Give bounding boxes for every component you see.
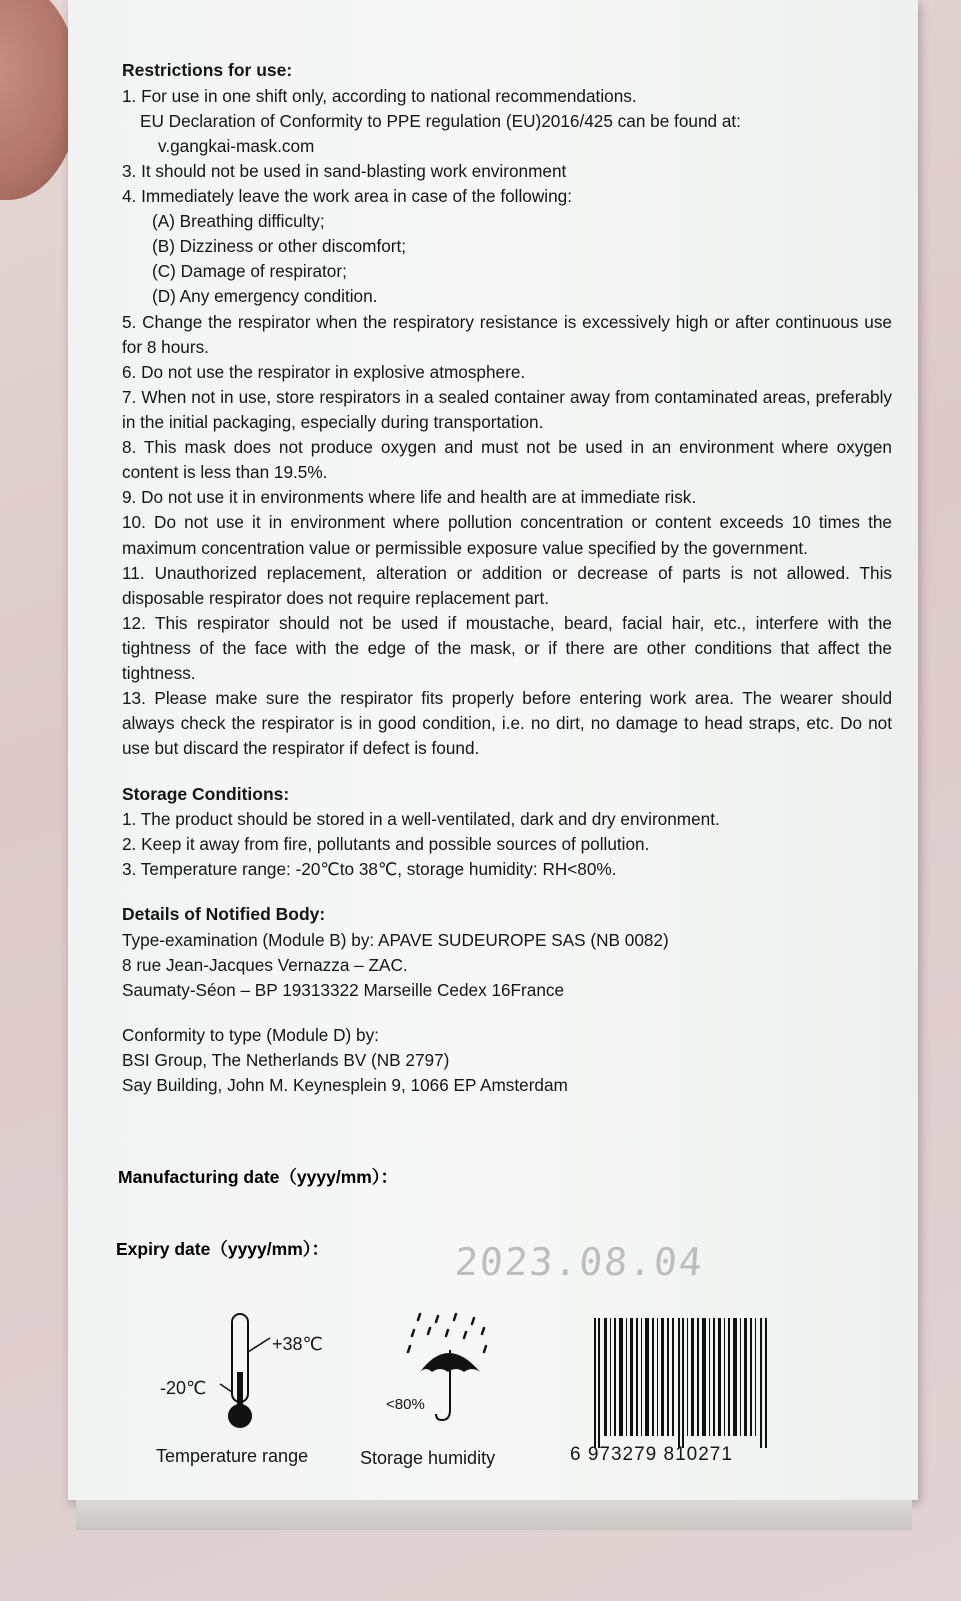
- temp-low-label: -20℃: [160, 1378, 207, 1398]
- instructions-text: [122, 58, 892, 1099]
- storage-item: 3. Temperature range: -20℃to 38℃, storage humidity: RH<80%.: [122, 859, 617, 880]
- restriction-subitem: (D) Any emergency condition.: [152, 286, 378, 307]
- module-d-line: Conformity to type (Module D) by:: [122, 1025, 379, 1046]
- restriction-subitem: (A) Breathing difficulty;: [152, 211, 325, 232]
- restriction-item: 9. Do not use it in environments where life and health are at immediate risk.: [122, 487, 697, 508]
- storage-item: 2. Keep it away from fire, pollutants and possible sources of pollution.: [122, 834, 650, 855]
- restriction-item: 13. Please make sure the respirator fits properly before entering work area. The wearer should always check the respirator is in good condition, i.e. no dirt, no damage to head straps, etc. Do not use but discard the respirator if defect is found.: [122, 688, 892, 759]
- module-d-line: Say Building, John M. Keynesplein 9, 1066 EP Amsterdam: [122, 1075, 568, 1096]
- restrictions-heading: Restrictions for use:: [122, 60, 293, 80]
- restriction-item: 4. Immediately leave the work area in case of the following:: [122, 185, 572, 206]
- expiry-date-label: Expiry date（yyyy/mm）：: [116, 1239, 330, 1259]
- module-b-line: 8 rue Jean-Jacques Vernazza – ZAC.: [122, 955, 408, 976]
- restriction-item: 10. Do not use it in environment where pollution concentration or content exceeds 10 times the maximum concentration value or permissible exposure value specified by the government.: [122, 512, 892, 558]
- restriction-item: v.gangkai-mask.com: [158, 135, 315, 156]
- notified-body-heading: Details of Notified Body:: [122, 904, 326, 925]
- restriction-subitem: (B) Dizziness or other discomfort;: [152, 236, 407, 257]
- restriction-item: 8. This mask does not produce oxygen and must not be used in an environment where oxygen content is less than 19.5%.: [122, 437, 892, 483]
- box-bottom-edge: [76, 1500, 912, 1530]
- expiry-date-stamp: 2023.08.04: [453, 1240, 706, 1284]
- barcode: [590, 1318, 780, 1448]
- restriction-item: 12. This respirator should not be used if moustache, beard, facial hair, etc., interfere with the tightness of the face with the edge of the mask, or if there are other conditions that affect the tightness.: [122, 612, 892, 684]
- storage-heading: Storage Conditions:: [122, 783, 290, 804]
- barcode-number: 6 973279 810271: [570, 1444, 733, 1465]
- restriction-item: EU Declaration of Conformity to PPE regulation (EU)2016/425 can be found at:: [140, 110, 741, 131]
- storage-item: 1. The product should be stored in a well-ventilated, dark and dry environment.: [122, 809, 720, 830]
- restriction-item: 3. It should not be used in sand-blasting work environment: [122, 160, 567, 181]
- module-b-line: Type-examination (Module B) by: APAVE SUDEUROPE SAS (NB 0082): [122, 929, 669, 950]
- restriction-item: 1. For use in one shift only, according to national recommendations.: [122, 85, 637, 106]
- module-b-line: Saumaty-Séon – BP 19313322 Marseille Cedex 16France: [122, 980, 565, 1001]
- manufacturing-date-label: Manufacturing date（yyyy/mm）：: [118, 1167, 399, 1187]
- temperature-range-label: Temperature range: [156, 1446, 309, 1466]
- storage-humidity-label: Storage humidity: [360, 1448, 496, 1468]
- temp-high-label: +38℃: [272, 1334, 323, 1354]
- restriction-subitem: (C) Damage of respirator;: [152, 261, 347, 282]
- restriction-item: 5. Change the respirator when the respiratory resistance is excessively high or after continuous use for 8 hours.: [122, 311, 892, 357]
- module-d-line: BSI Group, The Netherlands BV (NB 2797): [122, 1050, 450, 1071]
- restriction-item: 7. When not in use, store respirators in a sealed container away from contaminated areas, preferably in the initial packaging, especially during transportation.: [122, 386, 892, 432]
- humidity-value-label: <80%: [386, 1396, 425, 1413]
- restriction-item: 6. Do not use the respirator in explosive atmosphere.: [122, 361, 526, 382]
- restriction-item: 11. Unauthorized replacement, alteration or addition or decrease of parts is not allowed. This disposable respirator does not require replacement part.: [122, 562, 892, 608]
- thermometer-icon: [200, 1310, 320, 1430]
